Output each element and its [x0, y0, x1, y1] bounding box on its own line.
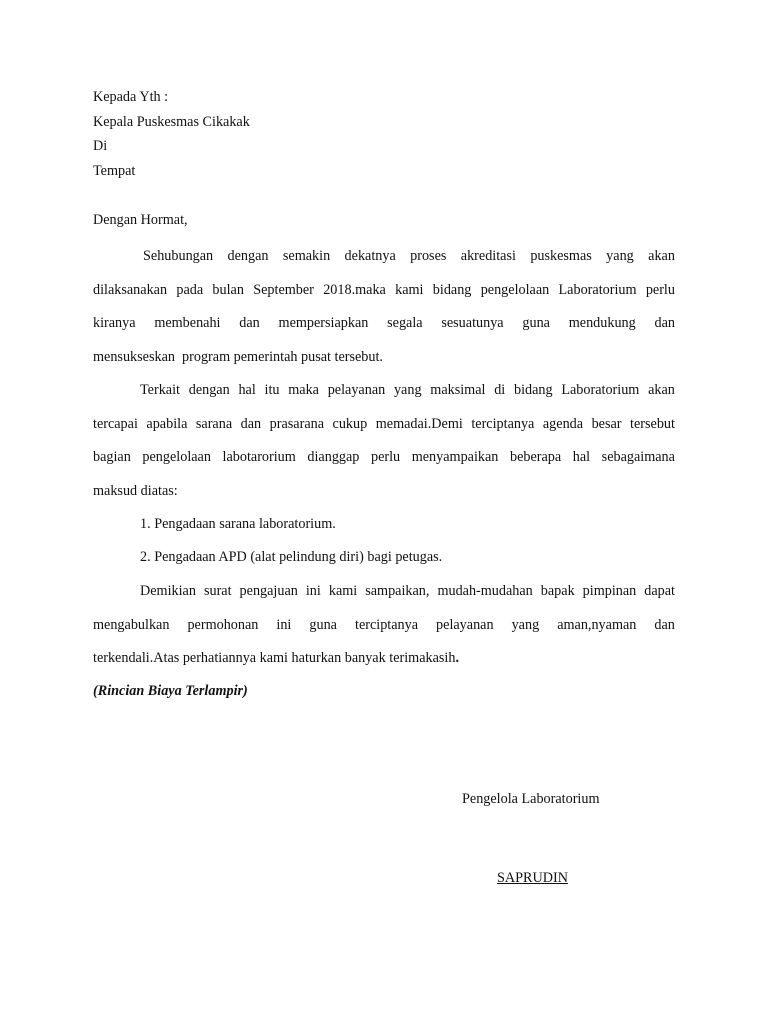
attachment-note: (Rincian Biaya Terlampir) — [93, 683, 248, 699]
address-line-1: Kepada Yth : — [93, 89, 169, 105]
paragraph-3-line-3-text: terkendali.Atas perhatiannya kami haturkan banyak terimakasih — [93, 650, 456, 666]
signature-role: Pengelola Laboratorium — [462, 791, 600, 807]
paragraph-2-line-1: Terkait dengan hal itu maka pelayanan yang maksimal di bidang Laboratorium akan — [140, 382, 675, 398]
paragraph-3-line-1: Demikian surat pengajuan ini kami sampaikan, mudah-mudahan bapak pimpinan dapat — [140, 583, 675, 599]
list-item-2: 2. Pengadaan APD (alat pelindung diri) bagi petugas. — [140, 549, 443, 565]
paragraph-3-line-3-period: . — [455, 650, 459, 666]
paragraph-2-line-4: maksud diatas: — [93, 483, 178, 499]
signature-name: SAPRUDIN — [497, 870, 568, 886]
paragraph-1-line-2: dilaksanakan pada bulan September 2018.maka kami bidang pengelolaan Laboratorium perlu — [93, 282, 675, 298]
paragraph-3-line-3 — [93, 649, 459, 667]
address-line-3: Di — [93, 138, 108, 154]
paragraph-1-line-3: kiranya membenahi dan mempersiapkan segala sesuatunya guna mendukung dan — [93, 315, 675, 331]
paragraph-2-line-2: tercapai apabila sarana dan prasarana cukup memadai.Demi terciptanya agenda besar tersebut — [93, 416, 675, 432]
greeting: Dengan Hormat, — [93, 212, 188, 228]
address-line-4: Tempat — [93, 163, 136, 179]
address-line-2: Kepala Puskesmas Cikakak — [93, 114, 250, 130]
paragraph-1-line-4: mensukseskan program pemerintah pusat tersebut. — [93, 349, 383, 365]
paragraph-1-line-1: Sehubungan dengan semakin dekatnya proses akreditasi puskesmas yang akan — [143, 248, 675, 264]
paragraph-3-line-2: mengabulkan permohonan ini guna terciptanya pelayanan yang aman,nyaman dan — [93, 617, 675, 633]
list-item-1: 1. Pengadaan sarana laboratorium. — [140, 516, 336, 532]
paragraph-2-line-3: bagian pengelolaan labotarorium dianggap perlu menyampaikan beberapa hal sebagaimana — [93, 449, 675, 465]
